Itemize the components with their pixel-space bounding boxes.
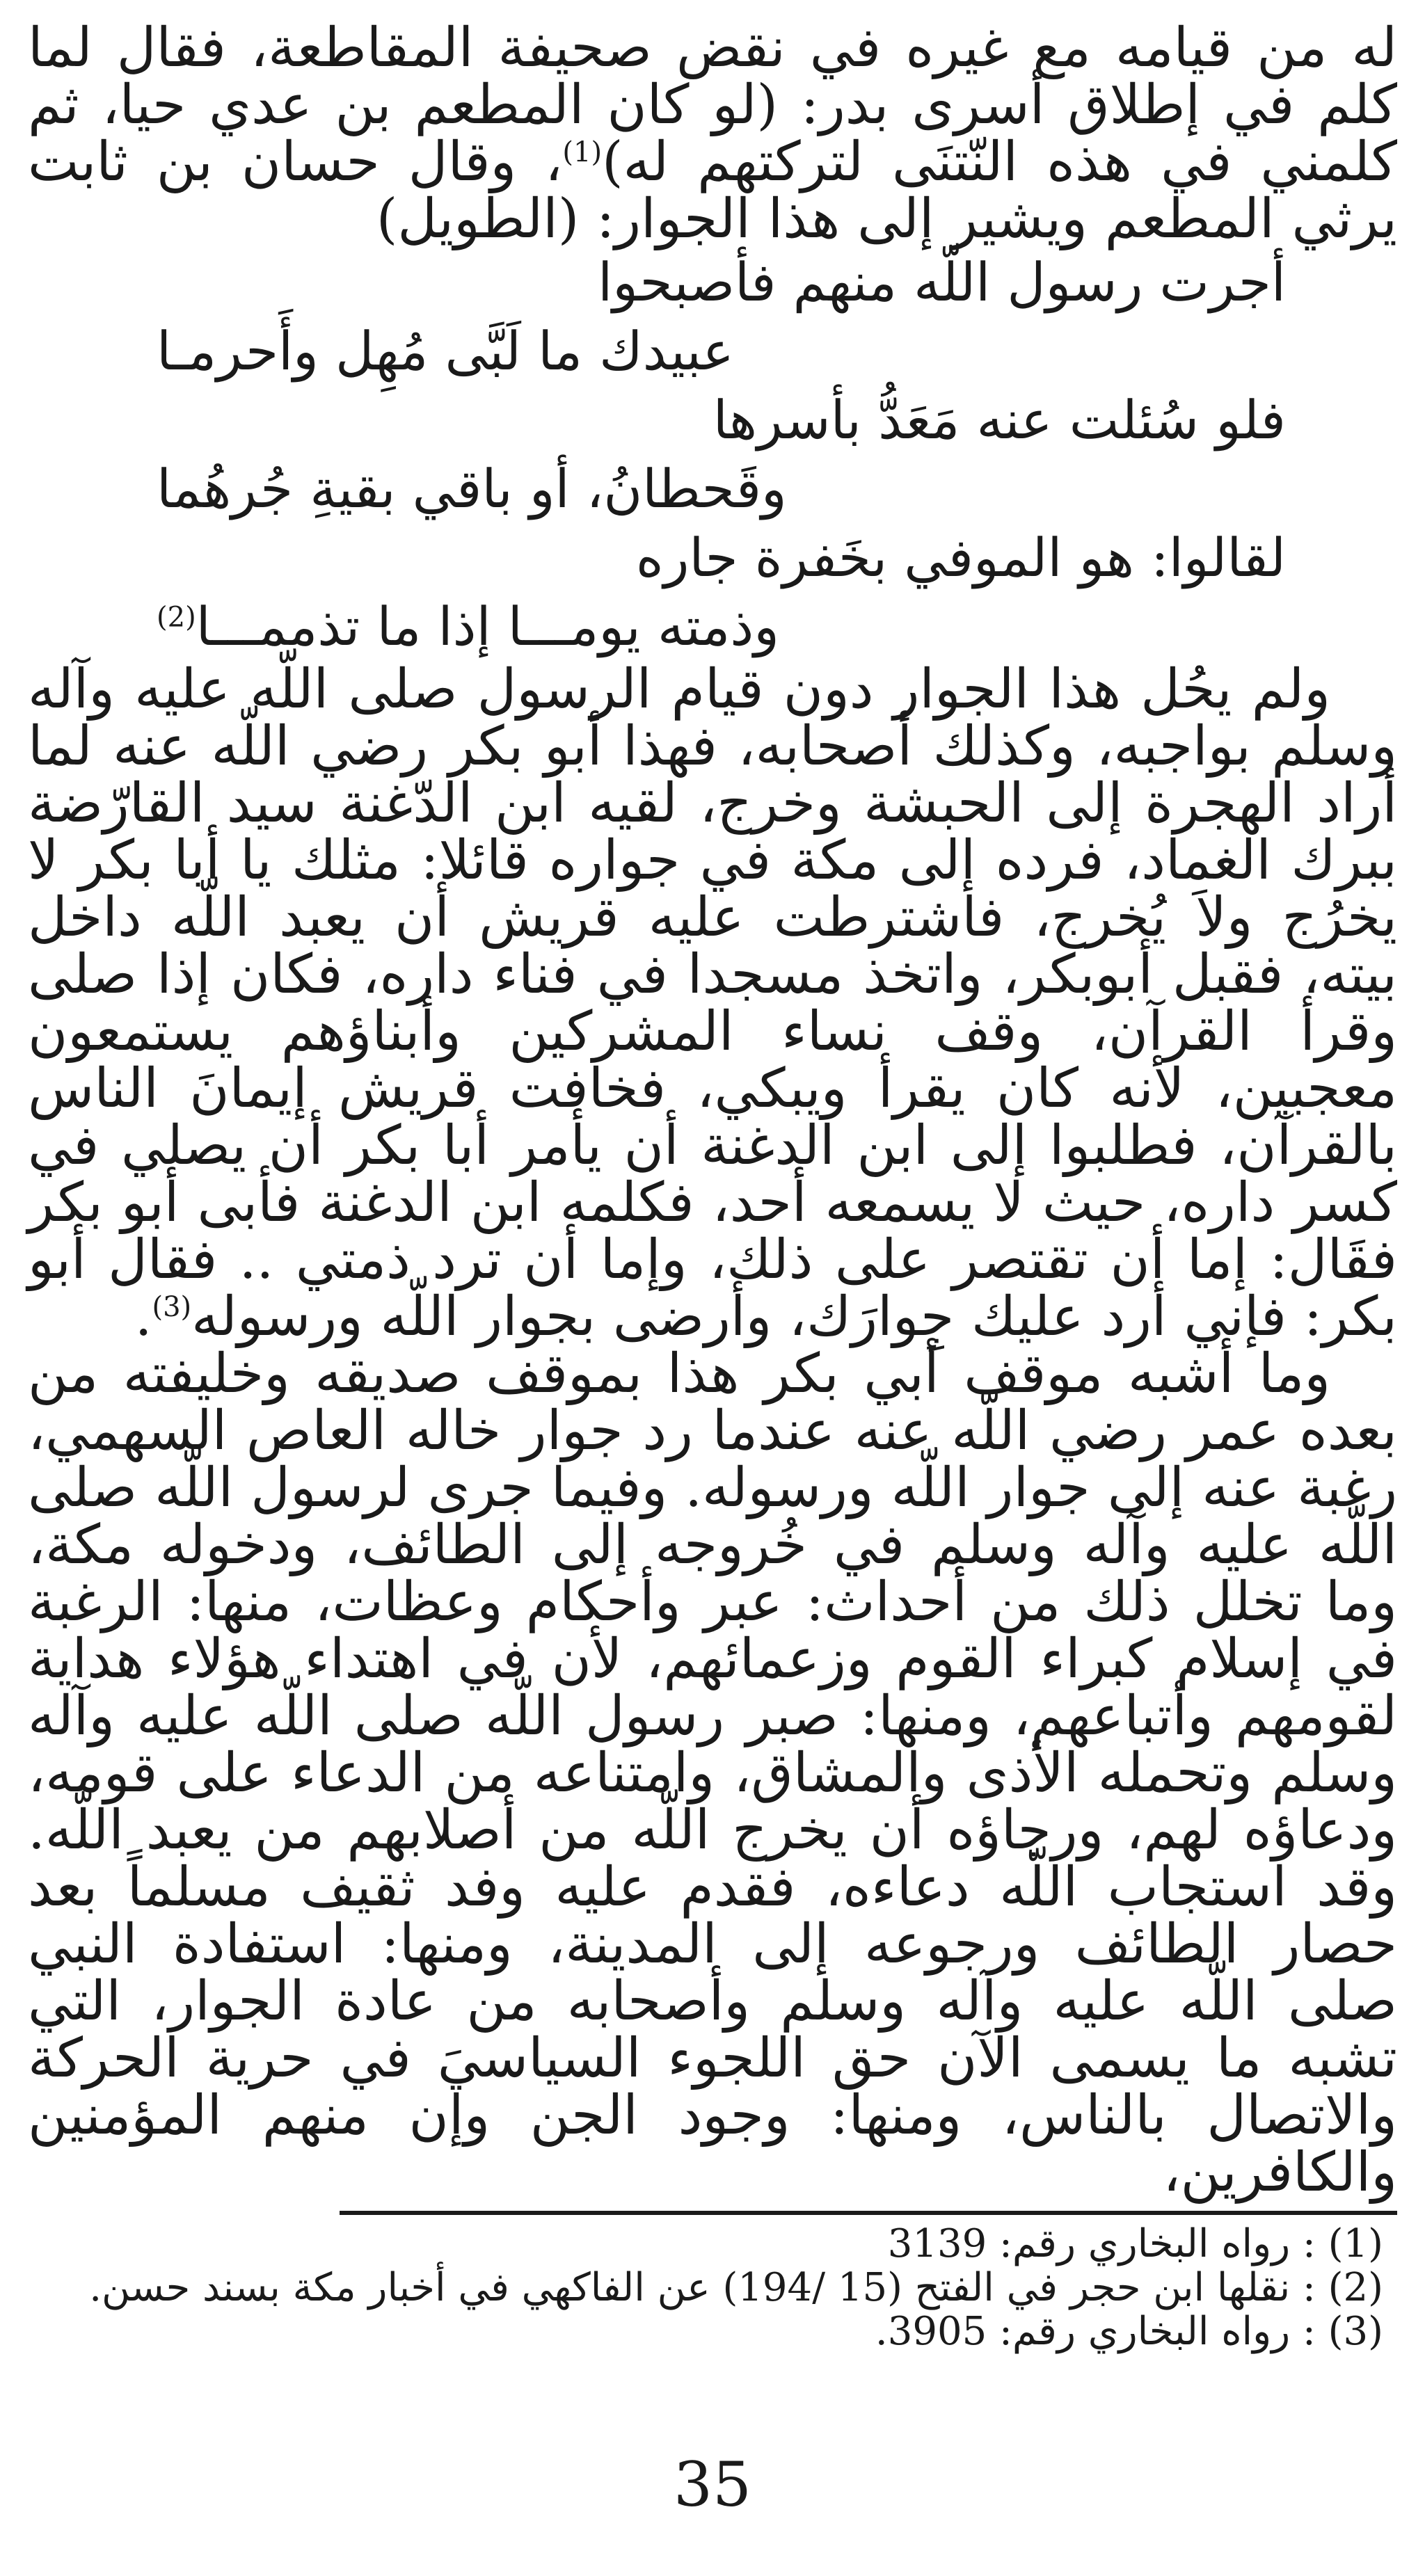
- verse-line: أجرت رسول اللّه منهم فأصبحوا: [598, 251, 1286, 313]
- footnote-divider: [340, 2211, 1397, 2215]
- intro-paragraph: [28, 19, 1397, 248]
- verse-text: وذمته يومـــا إذا ما تذممـــا: [196, 595, 779, 657]
- paragraph-lessons: وما أشبه موقف أبي بكر هذا بموقف صديقه وخليفته من بعده عمر رضي اللّه عنه عندما رد جوار خاله العاص السهمي، رغبة عنه إلى جوار اللّه ورسوله. وفيما جرى لرسول اللّه صلى اللّه عليه وآله وسلم في خُروجه إلى الطائف، ودخوله مكة، وما تخلل ذلك من أحداث: عبر وأحكام وعظات، منها: الرغبة في إسلام كبراء القوم وزعمائهم، لأن في اهتداء هؤلاء هداية لقومهم وأتباعهم، ومنها: صبر رسول اللّه صلى اللّه عليه وآله وسلم وتحمله الأذى والمشاق، وامتناعه من الدعاء على قومه، ودعاؤه لهم، ورجاؤه أن يخرج اللّه من أصلابهم من يعبد اللّه. وقد استجاب اللّه دعاءه، فقدم عليه وفد ثقيف مسلماً بعد حصار الطائف ورجوعه إلى المدينة، ومنها: استفادة النبي صلى اللّه عليه وآله وسلم وأصحابه من عادة الجوار، التي تشبه ما يسمى الآن حق اللجوء السياسيَ في حرية الحركة والاتصال بالناس، ومنها: وجود الجن وإن منهم المؤمنين والكافرين،: [28, 1343, 1397, 2204]
- footnote-1: (1) : رواه البخاري رقم: 3139: [887, 2221, 1383, 2266]
- intro-text: له من قيامه مع غيره في نقض صحيفة المقاطعة، فقال لما كلم في إطلاق أسرى بدر: (لو كان المطعم بن عدي حيا، ثم كلمني في هذه النّتنَى لتركتهم له): [28, 17, 1397, 193]
- verse-line: عبيدك ما لَبَّى مُهِل وأَحرمـا: [157, 320, 734, 382]
- page-body: [28, 19, 1397, 2353]
- verse-line: وقَحطانُ، أو باقي بقيةِ جُرهُما: [157, 458, 787, 520]
- verse-line: فلو سُئلت عنه مَعَدُّ بأسرها: [712, 389, 1286, 451]
- intro-text-tail: ، وقال حسان بن ثابت يرثي المطعم ويشير إلى هذا الجوار: (الطويل): [28, 131, 1397, 250]
- footnote-divider-wrap: [28, 2211, 1397, 2215]
- footnote-marker-2: (2): [157, 601, 196, 634]
- verse-line-last: [28, 592, 1397, 661]
- verse-line: لقالوا: هو الموفي بخَفرة جاره: [635, 527, 1286, 589]
- footnote-marker-1: (1): [562, 136, 603, 168]
- footnote-2: (2) : نقلها ابن حجر في الفتح (15 /194) عن الفاكهي في أخبار مكة بسند حسن.: [89, 2265, 1383, 2310]
- paragraph-abu-bakr: [28, 658, 1397, 1348]
- footnotes: [28, 2222, 1397, 2353]
- paragraph-abu-bakr-end: .: [134, 1286, 152, 1348]
- paragraph-abu-bakr-text: ولم يحُل هذا الجوار دون قيام الرسول صلى اللّه عليه وآله وسلم بواجبه، وكذلك أصحابه، فهذا أبو بكر رضي اللّه عنه لما أراد الهجرة إلى الحبشة وخرج، لقيه ابن الدّغنة سيد القارّضة ببرك الغماد، فرده إلى مكة في جواره قائلا: مثلك يا أبا بكر لا يخرُج ولاَ يُخرج، فاشترطت عليه قريش أن يعبد اللّه داخل بيته، فقبل أبوبكر، واتخذ مسجدا في فناء داره، فكان إذا صلى وقرأ القرآن، وقف نساء المشركين وأبناؤهم يستمعون معجبين، لأنه كان يقرأ ويبكي، فخافت قريش إيمانَ الناس بالقرآن، فطلبوا إلى ابن الدغنة أن يأمر أبا بكر أن يصلي في كسر داره، حيث لا يسمعه أحد، فكلمه ابن الدغنة فأبى أبو بكر فقَال: إما أن تقتصر على ذلك، وإما أن ترد ذمتي .. فقال أبو بكر: فإني أرد عليك جِوارَك، وأرضى بجوار اللّه ورسوله: [28, 658, 1397, 1348]
- page-number: 35: [674, 2449, 751, 2520]
- footnote-3: (3) : رواه البخاري رقم: 3905.: [875, 2309, 1383, 2354]
- footnote-marker-3: (3): [152, 1291, 192, 1323]
- poem: [28, 248, 1397, 661]
